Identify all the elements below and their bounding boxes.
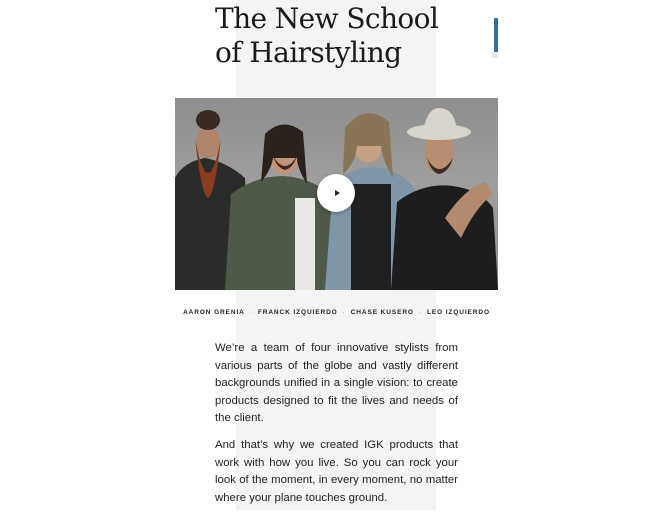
page-title-line-2: of Hairstyling bbox=[215, 36, 402, 69]
stylist-names bbox=[175, 309, 498, 316]
name-separator: · bbox=[249, 309, 253, 316]
stylist-name: CHASE KUSERO bbox=[350, 309, 414, 316]
name-separator: · bbox=[418, 309, 422, 316]
body-paragraph-1: We’re a team of four innovative stylists from various parts of the globe and vastly different backgrounds unified in a single vision: to create products designed to fit the lives and needs of the client. bbox=[215, 342, 458, 425]
play-button[interactable] bbox=[317, 174, 355, 212]
page-title-line-1: The New School bbox=[215, 2, 439, 35]
stylist-name: LEO IZQUIERDO bbox=[426, 309, 490, 316]
name-separator: · bbox=[342, 309, 346, 316]
page-title bbox=[215, 2, 438, 70]
stylist-name: FRANCK IZQUIERDO bbox=[257, 309, 338, 316]
edge-accent-shadow bbox=[492, 52, 498, 58]
body-paragraph-2: And that’s why we created IGK products that work with how you live. So you can rock your look of the moment, in every moment, no matter where your plane touches ground. bbox=[215, 438, 458, 504]
hero-video[interactable] bbox=[175, 98, 498, 290]
body-copy bbox=[215, 340, 458, 516]
edge-accent-bar bbox=[494, 18, 498, 52]
play-icon bbox=[335, 190, 340, 196]
stylist-name: AARON GRENIA bbox=[183, 309, 245, 316]
